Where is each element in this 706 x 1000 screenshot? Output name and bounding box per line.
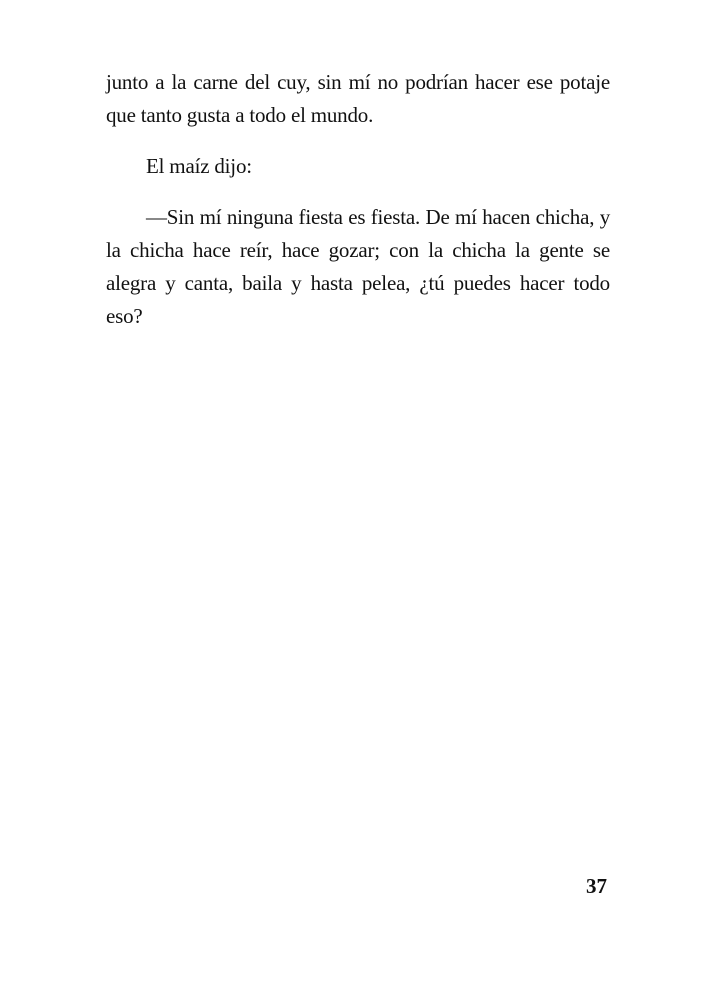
page-number: 37 (586, 874, 607, 898)
paragraph-dialogue: —Sin mí ninguna fiesta es fiesta. De mí hacen chicha, y la chicha hace reír, hace gozar; con la chicha la gente se alegra y canta, baila y hasta pelea, ¿tú puedes hacer todo eso? (106, 205, 610, 328)
paragraph-dialogue-intro: El maíz dijo: (146, 154, 252, 178)
paragraph-gap (106, 183, 610, 201)
body-text (106, 66, 610, 333)
paragraph-gap (106, 132, 610, 150)
paragraph-continuation: junto a la carne del cuy, sin mí no podrían hacer ese potaje que tanto gusta a todo el mundo. (106, 70, 610, 127)
